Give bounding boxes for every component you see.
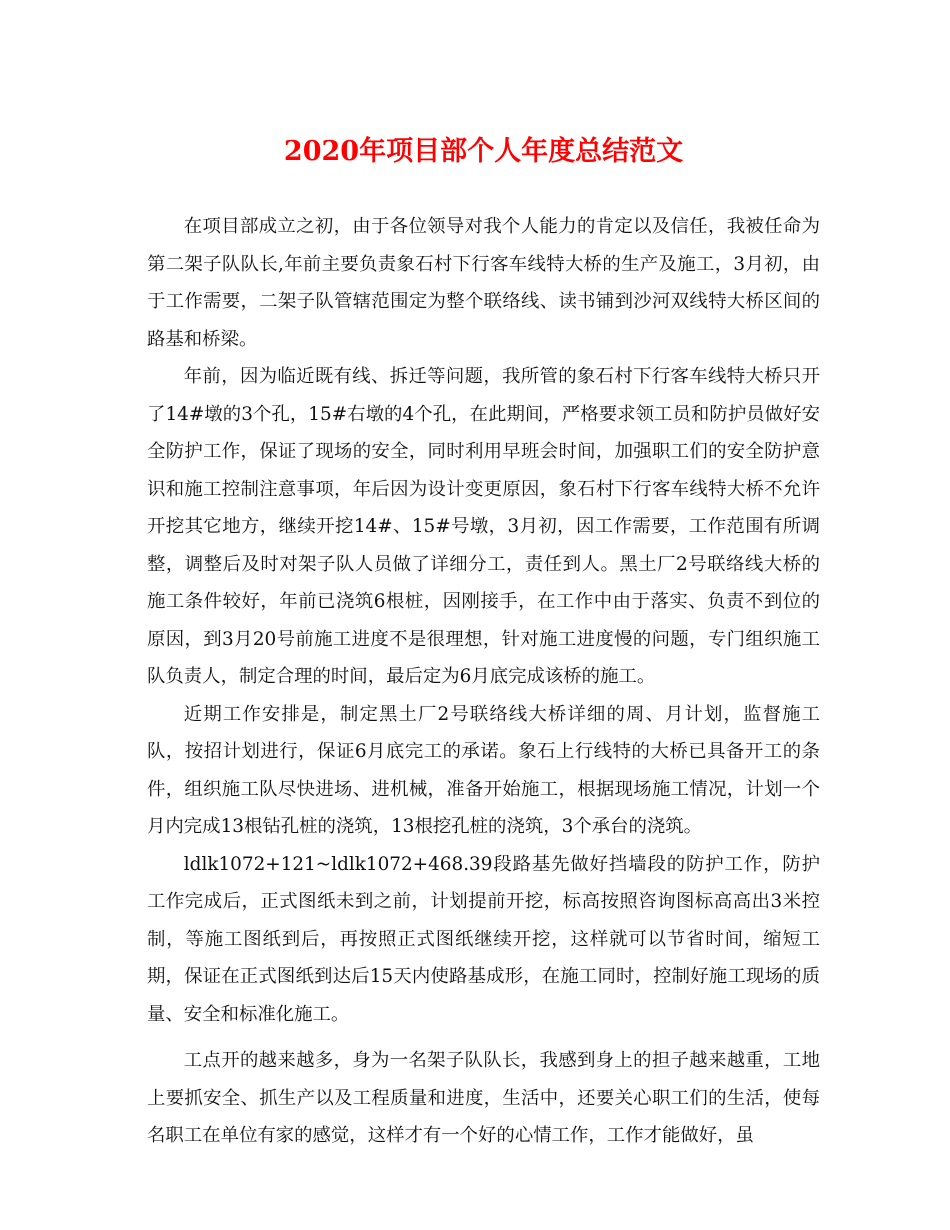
paragraph-5: 工点开的越来越多，身为一名架子队队长，我感到身上的担子越来越重，工地上要抓安全、抓生产以及工程质量和进度，生活中，还要关心职工们的生活，使每名职工在单位有家的感觉，这样才有一个好的心情工作，工作才能做好，虽 — [147, 1050, 820, 1146]
paragraph-3: 近期工作安排是，制定黑土厂2号联络线大桥详细的周、月计划，监督施工队，按招计划进行，保证6月底完工的承诺。象石上行线特的大桥已具备开工的条件，组织施工队尽快进场、进机械，准备开始施工，根据现场施工情况，计划一个月内完成13根钻孔桩的浇筑，13根挖孔桩的浇筑，3个承台的浇筑。 — [147, 703, 820, 837]
paragraph-4: ldlk1072+121~ldlk1072+468.39段路基先做好挡墙段的防护工作，防护工作完成后，正式图纸未到之前，计划提前开挖，标高按照咨询图标高高出3米控制，等施工图纸到后，再按照正式图纸继续开挖，这样就可以节省时间，缩短工期，保证在正式图纸到达后15天内使路基成形，在施工同时，控制好施工现场的质量、安全和标准化施工。 — [147, 853, 820, 1025]
paragraph-2: 年前，因为临近既有线、拆迁等问题，我所管的象石村下行客车线特大桥只开了14#墩的3个孔，15#右墩的4个孔，在此期间，严格要求领工员和防护员做好安全防护工作，保证了现场的安全，同时利用早班会时间，加强职工们的安全防护意识和施工控制注意事项，年后因为设计变更原因，象石村下行客车线特大桥不允许开挖其它地方，继续开挖14#、15#号墩，3月初，因工作需要，工作范围有所调整，调整后及时对架子队人员做了详细分工，责任到人。黑土厂2号联络线大桥的施工条件较好，年前已浇筑6根桩，因刚接手，在工作中由于落实、负责不到位的原因，到3月20号前施工进度不是很理想，针对施工进度慢的问题，专门组织施工队负责人，制定合理的时间，最后定为6月底完成该桥的施工。 — [147, 366, 820, 687]
document-title: 2020年项目部个人年度总结范文 — [283, 136, 684, 167]
paragraph-1: 在项目部成立之初，由于各位领导对我个人能力的肯定以及信任，我被任命为第二架子队队长,年前主要负责象石村下行客车线特大桥的生产及施工，3月初，由于工作需要，二架子队管辖范围定为整个联络线、读书铺到沙河双线特大桥区间的路基和桥梁。 — [147, 216, 820, 350]
document-body — [147, 208, 820, 1155]
